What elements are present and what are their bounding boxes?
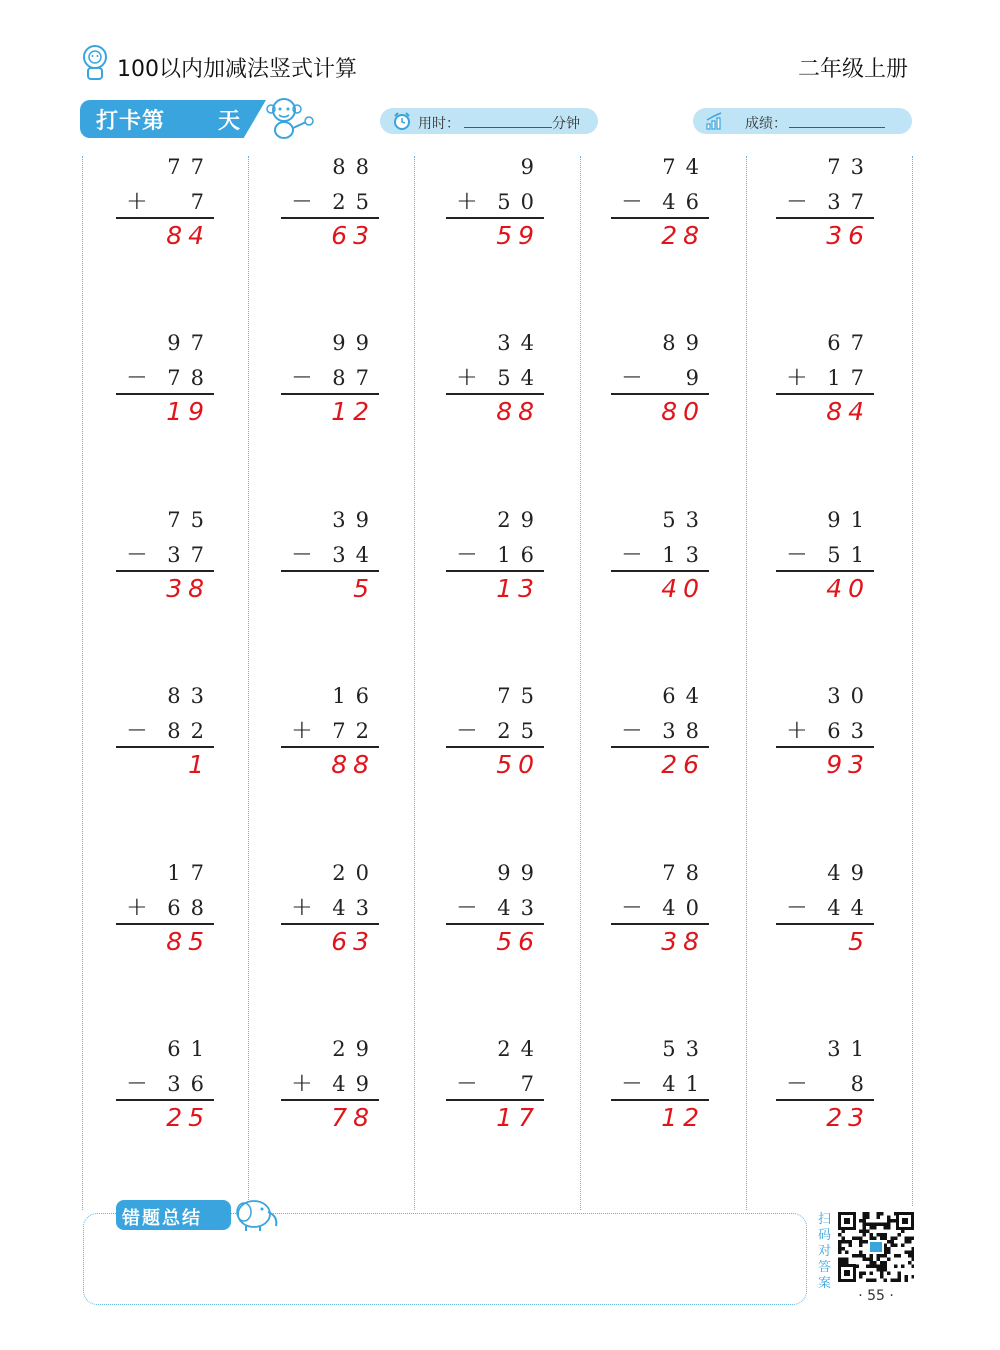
problem-top-number: 91	[827, 508, 874, 532]
problem-answer[interactable]: 93	[826, 750, 870, 779]
column-divider	[580, 156, 581, 1210]
problem-operator: +	[786, 362, 808, 392]
problem-answer[interactable]: 59	[496, 221, 540, 250]
problem-card	[281, 861, 391, 981]
problem-bottom-number: 8	[850, 1072, 874, 1096]
problem-operator: −	[126, 1068, 148, 1098]
problem-card	[446, 508, 556, 628]
checkin-prefix: 打卡第	[96, 109, 166, 134]
problem-bottom-number: 87	[332, 366, 379, 390]
problem-operator: +	[126, 892, 148, 922]
problem-operator: −	[456, 715, 478, 745]
problem-operator: −	[786, 892, 808, 922]
problem-rule	[281, 923, 379, 925]
problem-operator: −	[291, 186, 313, 216]
problem-rule	[776, 923, 874, 925]
problem-top-number: 99	[332, 331, 379, 355]
problem-answer[interactable]: 12	[331, 397, 375, 426]
problem-top-number: 29	[332, 1037, 379, 1061]
problem-top-number: 29	[497, 508, 544, 532]
monkey-icon	[262, 94, 316, 142]
problem-operator: −	[291, 362, 313, 392]
problem-bottom-number: 38	[662, 719, 709, 743]
column-divider	[912, 156, 913, 1206]
problem-answer[interactable]: 78	[331, 1103, 375, 1132]
scan-answer-label: 扫码对答案	[818, 1212, 832, 1291]
problem-rule	[776, 393, 874, 395]
time-blank[interactable]	[464, 127, 552, 128]
column-divider	[248, 156, 249, 1210]
problem-card	[281, 155, 391, 275]
time-unit: 分钟	[552, 116, 580, 132]
problem-rule	[116, 393, 214, 395]
problem-bottom-number: 13	[662, 543, 709, 567]
problem-top-number: 77	[167, 155, 214, 179]
problem-top-number: 53	[662, 1037, 709, 1061]
problem-bottom-number: 9	[685, 366, 709, 390]
problem-bottom-number: 49	[332, 1072, 379, 1096]
problem-answer[interactable]: 40	[661, 574, 705, 603]
qr-code-icon[interactable]	[838, 1212, 914, 1282]
problem-bottom-number: 63	[827, 719, 874, 743]
problem-answer[interactable]: 26	[661, 750, 705, 779]
grade-label: 二年级上册	[797, 57, 908, 82]
problem-operator: −	[456, 1068, 478, 1098]
problem-bottom-number: 46	[662, 190, 709, 214]
problem-answer[interactable]: 17	[496, 1103, 540, 1132]
problem-top-number: 99	[497, 861, 544, 885]
problem-rule	[116, 217, 214, 219]
problem-operator: −	[621, 715, 643, 745]
problem-card	[116, 1037, 226, 1157]
problem-card	[611, 861, 721, 981]
problem-top-number: 17	[167, 861, 214, 885]
problem-card	[611, 508, 721, 628]
problem-top-number: 75	[167, 508, 214, 532]
score-blank[interactable]	[789, 127, 885, 128]
problem-answer[interactable]: 88	[331, 750, 375, 779]
column-divider	[746, 156, 747, 1210]
problem-bottom-number: 43	[497, 896, 544, 920]
column-divider	[414, 156, 415, 1210]
problem-rule	[776, 1099, 874, 1101]
problem-rule	[281, 570, 379, 572]
problem-card	[446, 1037, 556, 1157]
problem-answer[interactable]: 63	[331, 927, 375, 956]
problem-answer[interactable]: 56	[496, 927, 540, 956]
time-label: 用时：	[418, 116, 460, 132]
elephant-icon	[230, 1196, 280, 1232]
problem-rule	[776, 217, 874, 219]
problem-rule	[446, 570, 544, 572]
problem-card	[776, 1037, 886, 1157]
problem-answer[interactable]: 85	[166, 927, 210, 956]
problem-top-number: 83	[167, 684, 214, 708]
problem-top-number: 34	[497, 331, 544, 355]
problem-card	[611, 1037, 721, 1157]
problem-rule	[446, 746, 544, 748]
problem-top-number: 73	[827, 155, 874, 179]
problem-operator: +	[456, 186, 478, 216]
problem-top-number: 88	[332, 155, 379, 179]
problem-card	[446, 861, 556, 981]
problem-bottom-number: 72	[332, 719, 379, 743]
problem-rule	[611, 570, 709, 572]
problem-answer[interactable]: 80	[661, 397, 705, 426]
problem-top-number: 16	[332, 684, 379, 708]
problem-operator: +	[291, 892, 313, 922]
problem-answer[interactable]: 50	[496, 750, 540, 779]
problem-card	[281, 1037, 391, 1157]
problem-answer[interactable]: 23	[826, 1103, 870, 1132]
problem-top-number: 74	[662, 155, 709, 179]
time-field	[380, 108, 598, 134]
problem-rule	[116, 923, 214, 925]
problem-bottom-number: 34	[332, 543, 379, 567]
problem-operator: −	[456, 892, 478, 922]
problem-rule	[281, 746, 379, 748]
problem-card	[281, 331, 391, 451]
problem-top-number: 39	[332, 508, 379, 532]
problem-top-number: 75	[497, 684, 544, 708]
problem-card	[611, 155, 721, 275]
problem-card	[116, 155, 226, 275]
problem-answer[interactable]: 13	[496, 574, 540, 603]
problem-card	[116, 508, 226, 628]
problem-answer[interactable]: 38	[166, 574, 210, 603]
problem-answer[interactable]: 12	[661, 1103, 705, 1132]
problem-operator: −	[621, 362, 643, 392]
problem-bottom-number: 51	[827, 543, 874, 567]
checkin-suffix: 天	[218, 109, 241, 134]
problem-rule	[611, 1099, 709, 1101]
problem-rule	[446, 923, 544, 925]
problem-top-number: 53	[662, 508, 709, 532]
problem-card	[611, 331, 721, 451]
problem-answer[interactable]: 88	[496, 397, 540, 426]
problem-answer[interactable]: 36	[826, 221, 870, 250]
problem-top-number: 20	[332, 861, 379, 885]
problem-rule	[446, 217, 544, 219]
problem-card	[776, 331, 886, 451]
problem-rule	[446, 393, 544, 395]
problem-bottom-number: 44	[827, 896, 874, 920]
problem-operator: +	[126, 186, 148, 216]
problem-rule	[446, 1099, 544, 1101]
problem-card	[776, 508, 886, 628]
problem-card	[446, 155, 556, 275]
problem-top-number: 67	[827, 331, 874, 355]
problem-bottom-number: 50	[497, 190, 544, 214]
problem-card	[116, 331, 226, 451]
problem-operator: −	[126, 715, 148, 745]
problem-answer[interactable]: 25	[166, 1103, 210, 1132]
problem-answer[interactable]: 5	[353, 574, 375, 603]
problem-top-number: 30	[827, 684, 874, 708]
problem-operator: −	[621, 892, 643, 922]
problem-operator: −	[621, 539, 643, 569]
problem-top-number: 89	[662, 331, 709, 355]
problem-operator: −	[786, 539, 808, 569]
problem-bottom-number: 82	[167, 719, 214, 743]
problem-top-number: 24	[497, 1037, 544, 1061]
problem-top-number: 64	[662, 684, 709, 708]
problem-bottom-number: 25	[332, 190, 379, 214]
problem-rule	[116, 1099, 214, 1101]
problem-top-number: 49	[827, 861, 874, 885]
problem-card	[446, 331, 556, 451]
problem-bottom-number: 78	[167, 366, 214, 390]
problem-operator: −	[126, 362, 148, 392]
score-label: 成绩：	[745, 116, 787, 132]
problem-rule	[611, 393, 709, 395]
problem-operator: −	[126, 539, 148, 569]
problem-bottom-number: 37	[167, 543, 214, 567]
problem-answer[interactable]: 38	[661, 927, 705, 956]
problem-bottom-number: 41	[662, 1072, 709, 1096]
problem-operator: −	[621, 186, 643, 216]
page-number: · 55 ·	[858, 1288, 894, 1304]
problem-rule	[776, 570, 874, 572]
problem-rule	[116, 570, 214, 572]
problem-rule	[611, 217, 709, 219]
problem-card	[776, 684, 886, 804]
problem-rule	[776, 746, 874, 748]
problem-answer[interactable]: 1	[188, 750, 210, 779]
problem-card	[446, 684, 556, 804]
growth-chart-icon	[705, 111, 725, 131]
problem-answer[interactable]: 63	[331, 221, 375, 250]
alarm-clock-icon	[392, 111, 412, 131]
problem-rule	[611, 746, 709, 748]
problem-operator: −	[786, 1068, 808, 1098]
problem-bottom-number: 17	[827, 366, 874, 390]
problem-operator: +	[291, 715, 313, 745]
problem-rule	[281, 393, 379, 395]
error-summary-label: 错题总结	[122, 1208, 202, 1229]
problem-bottom-number: 16	[497, 543, 544, 567]
problem-operator: +	[291, 1068, 313, 1098]
problem-operator: −	[621, 1068, 643, 1098]
problem-bottom-number: 36	[167, 1072, 214, 1096]
problem-operator: +	[786, 715, 808, 745]
problem-top-number: 9	[520, 155, 544, 179]
problem-answer[interactable]: 84	[826, 397, 870, 426]
problem-operator: −	[456, 539, 478, 569]
problem-operator: −	[291, 539, 313, 569]
problem-top-number: 78	[662, 861, 709, 885]
problem-bottom-number: 68	[167, 896, 214, 920]
problem-bottom-number: 37	[827, 190, 874, 214]
problem-top-number: 97	[167, 331, 214, 355]
problem-rule	[611, 923, 709, 925]
book-title: 100以内加减法竖式计算	[117, 57, 357, 82]
problem-rule	[281, 217, 379, 219]
column-divider	[82, 156, 83, 1210]
problem-bottom-number: 7	[520, 1072, 544, 1096]
problem-top-number: 31	[827, 1037, 874, 1061]
score-field	[693, 108, 912, 134]
problem-card	[776, 861, 886, 981]
problem-answer[interactable]: 5	[848, 927, 870, 956]
problem-answer[interactable]: 19	[166, 397, 210, 426]
problem-bottom-number: 7	[190, 190, 214, 214]
problem-card	[281, 508, 391, 628]
problem-answer[interactable]: 28	[661, 221, 705, 250]
problem-top-number: 61	[167, 1037, 214, 1061]
problem-card	[611, 684, 721, 804]
problem-bottom-number: 43	[332, 896, 379, 920]
problem-card	[116, 684, 226, 804]
problem-operator: −	[786, 186, 808, 216]
problem-rule	[116, 746, 214, 748]
problem-card	[116, 861, 226, 981]
lion-logo-icon	[80, 44, 110, 82]
problem-rule	[281, 1099, 379, 1101]
problem-bottom-number: 40	[662, 896, 709, 920]
problem-bottom-number: 54	[497, 366, 544, 390]
problem-card	[281, 684, 391, 804]
problem-answer[interactable]: 40	[826, 574, 870, 603]
problem-answer[interactable]: 84	[166, 221, 210, 250]
problem-bottom-number: 25	[497, 719, 544, 743]
problem-operator: +	[456, 362, 478, 392]
problem-card	[776, 155, 886, 275]
